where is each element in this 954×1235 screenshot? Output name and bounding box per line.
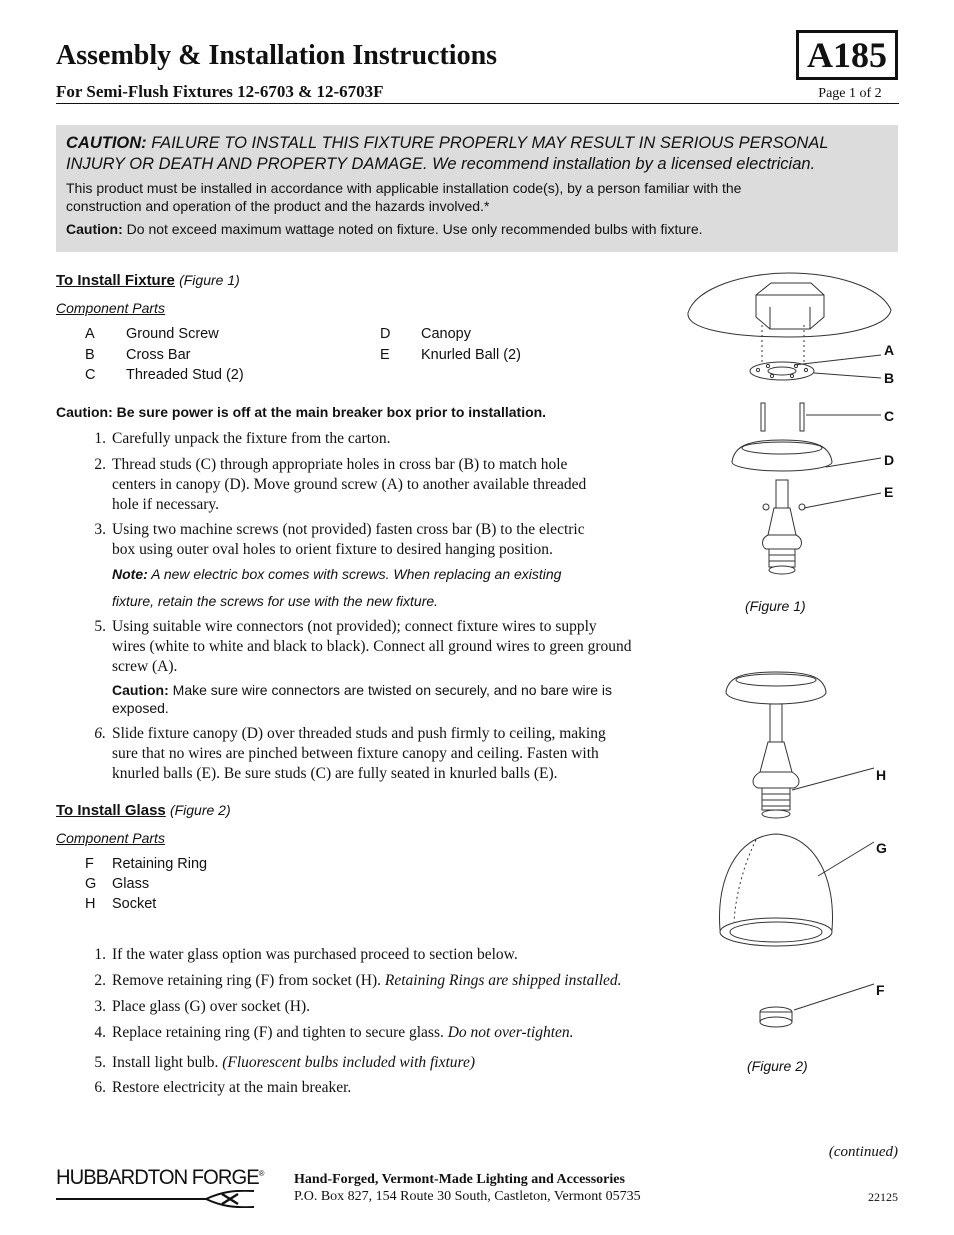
fixture-step: 3. Using two machine screws (not provided) fasten cross bar (B) to the electric box using outer oval holes to orient fixture to desired hanging position. [94,521,585,558]
caution-body-line1: This product must be installed in accordance with applicable installation code(s), by a person familiar with the [66,180,742,196]
part-name: Threaded Stud (2) [126,367,244,383]
part-name: Socket [112,896,157,912]
glass-step: 1. If the water glass option was purchased proceed to section below. [94,946,518,963]
caution-body-line2: construction and operation of the product and the hazards involved.* [66,198,490,214]
part-name: Ground Screw [126,326,219,342]
part-letter: H [85,896,96,912]
figure1-caption: (Figure 1) [745,598,806,614]
threaded-studs-drawing [761,403,804,431]
glass-step: 2. Remove retaining ring (F) from socket (H). Retaining Rings are shipped installed. [94,972,622,989]
canopy-drawing [726,672,826,704]
figure1-label: B [884,370,895,386]
wire-connector-caution-line2: exposed. [112,700,169,716]
wattage-caution: Caution: Do not exceed maximum wattage noted on fixture. Use only recommended bulbs with fixture. [66,221,703,237]
fixture-step: 1. Carefully unpack the fixture from the carton. [94,430,391,447]
continued-note: (continued) [828,1144,898,1160]
socket-assembly-drawing [763,480,802,574]
install-fixture-heading: To Install Fixture (Figure 1) [56,272,240,289]
retaining-ring-drawing [760,1007,792,1027]
fixture-step: 6. Slide fixture canopy (D) over threaded studs and push firmly to ceiling, making sure that no wires are pinched between fixture canopy and ceiling. Fasten with knurled balls (E). Be sure studs (C) are fully seated in knurled balls (E). [94,725,606,782]
document-code-box: A185 [796,30,898,80]
part-letter: F [85,856,94,872]
part-name: Cross Bar [126,347,191,363]
fixture-components-heading: Component Parts [56,300,165,316]
part-name: Canopy [421,326,471,342]
socket-drawing [753,704,799,818]
figure2-caption: (Figure 2) [747,1058,808,1074]
part-letter: A [85,326,95,342]
glass-step: 6. Restore electricity at the main breaker. [94,1079,352,1096]
screw-note-line2: fixture, retain the screws for use with the new fixture. [112,593,439,609]
fixture-step: 2. Thread studs (C) through appropriate holes in cross bar (B) to match hole centers in canopy (D). Move ground screw (A) to another available threaded hole if necessary. [94,456,587,513]
part-letter: D [380,326,391,342]
cross-bar-drawing [750,362,814,380]
glass-step: 3. Place glass (G) over socket (H). [94,998,310,1015]
figure1-exploded-diagram [676,265,906,595]
fixture-step: 5. Using suitable wire connectors (not provided); connect fixture wires to supply wires (white to white and black to black). Connect all ground wires to green ground screw (A). [94,618,632,675]
part-name: Retaining Ring [112,856,208,872]
figure2-label: H [876,767,887,783]
caution-headline-line1: CAUTION: FAILURE TO INSTALL THIS FIXTURE PROPERLY MAY RESULT IN SERIOUS PERSONAL [66,134,829,152]
caution-lead: CAUTION: [66,134,147,152]
glass-shade-drawing [719,834,832,946]
figure2-label: F [876,982,885,998]
part-name: Glass [112,876,150,892]
hubbardton-forge-logo [56,1166,264,1210]
page-number: Page 1 of 2 [818,86,882,101]
part-letter: B [85,347,95,363]
company-tagline: Hand-Forged, Vermont-Made Lighting and Accessories [294,1172,625,1187]
figure2-label: G [876,840,887,856]
glass-step: 5. Install light bulb. (Fluorescent bulbs included with fixture) [94,1054,476,1071]
install-glass-heading: To Install Glass (Figure 2) [56,802,231,819]
company-address: P.O. Box 827, 154 Route 30 South, Castleton, Vermont 05735 [294,1189,641,1204]
logo-forged-bar [56,1190,261,1208]
part-letter: G [85,876,97,892]
part-letter: C [85,367,96,383]
header-divider [56,103,899,104]
glass-components-heading: Component Parts [56,830,165,846]
caution-headline-line2: INJURY OR DEATH AND PROPERTY DAMAGE. We recommend installation by a licensed electrician. [66,155,816,173]
glass-step: 4. Replace retaining ring (F) and tighten to secure glass. Do not over-tighten. [94,1024,574,1041]
part-letter: E [380,347,390,363]
junction-box-drawing [756,283,824,329]
page-subtitle: For Semi-Flush Fixtures 12-6703 & 12-6703F [56,82,384,101]
wire-connector-caution: Caution: Make sure wire connectors are twisted on securely, and no bare wire is [112,682,613,698]
canopy-drawing [732,440,832,471]
power-off-caution: Caution: Be sure power is off at the main breaker box prior to installation. [56,404,547,420]
figure1-label: D [884,452,895,468]
caution-box [56,125,898,252]
screw-note: Note: A new electric box comes with screws. When replacing an existing [112,566,562,582]
document-number: 22125 [868,1190,898,1204]
page-title: Assembly & Installation Instructions [56,40,498,71]
figure1-label: A [884,342,895,358]
figure1-label: E [884,484,894,500]
figure1-label: C [884,408,895,424]
part-name: Knurled Ball (2) [421,347,521,363]
logo-wordmark: HUBBARDTON FORGE® [56,1166,264,1189]
